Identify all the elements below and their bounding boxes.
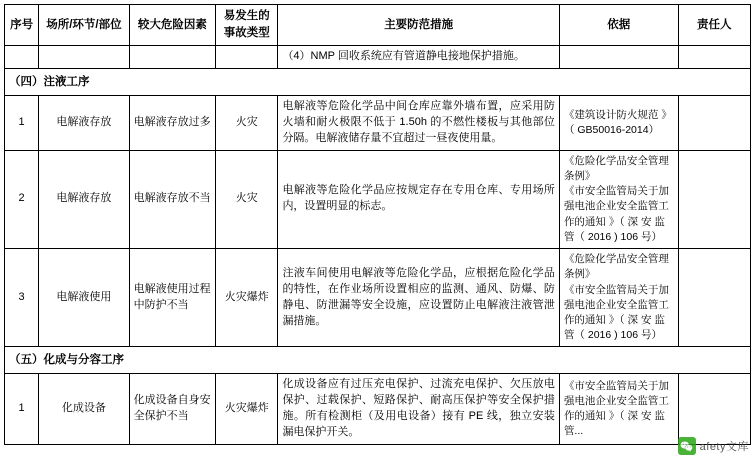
cell-place: 电解液使用 [39, 249, 129, 347]
cell-measures: 电解液等危险化学品应按规定存在专用仓库、专用场所内，设置明显的标志。 [278, 150, 560, 248]
table-row [5, 150, 751, 248]
section-title: （五）化成与分容工序 [5, 347, 751, 374]
table-row [5, 46, 751, 69]
cell-measures: 电解液等危险化学品中间仓库应靠外墙布置，应采用防火墙和耐火极限不低于 1.50h 的不燃性楼板与其他部位分隔。电解液储存量不宜超过一昼夜使用量。 [278, 95, 560, 150]
header-cell-factor: 较大危险因素 [129, 5, 215, 46]
cell-accident-type: 火灾 [216, 150, 278, 248]
cell-measures: 化成设备应有过压充电保护、过流充电保护、欠压放电保护、过载保护、短路保护、耐高压保护等安全保护措施。所有检测柜（及用电设备）接有 PE 线，独立安装漏电保护开关。 [278, 374, 560, 445]
cell-no: 1 [5, 95, 39, 150]
cell-accident-type: 火灾爆炸 [216, 374, 278, 445]
table-body [5, 46, 751, 445]
cell-basis [559, 150, 678, 248]
cell-no [5, 46, 39, 69]
cell-measures: （4）NMP 回收系统应有管道静电接地保护措施。 [278, 46, 560, 69]
cell-measures: 注液车间使用电解液等危险化学品，应根据危险化学品的特性，在作业场所设置相应的监测、通风、防爆、防静电、防泄漏等安全设施，应设置防止电解液注液管泄漏措施。 [278, 249, 560, 347]
cell-risk-factor: 电解液存放过多 [129, 95, 215, 150]
cell-accident-type [216, 46, 278, 69]
cell-responsible-person [678, 95, 750, 150]
section-row [5, 68, 751, 95]
cell-responsible-person [678, 374, 750, 445]
cell-risk-factor: 电解液存放不当 [129, 150, 215, 248]
cell-risk-factor: 电解液使用过程中防护不当 [129, 249, 215, 347]
cell-place [39, 46, 129, 69]
table-row [5, 95, 751, 150]
table-row [5, 374, 751, 445]
section-row [5, 347, 751, 374]
basis-item: 《市安全监管局关于加强电池企业安全监管工作的通知 》（ 深 安 监 管（ 2016 ) 106 号） [563, 185, 669, 243]
cell-accident-type: 火灾 [216, 95, 278, 150]
basis-item: 《建筑设计防火规范 》 （ GB50016-2014） [563, 108, 672, 136]
basis-item: 《市安全监管局关于加强电池企业安全监管工作的通知 》（ 深 安 监 管（ 2016 ) 106 号） [563, 283, 669, 342]
cell-basis [559, 249, 678, 347]
cell-accident-type: 火灾爆炸 [216, 249, 278, 347]
cell-no: 2 [5, 150, 39, 248]
header-cell-accident-type: 易发生的事故类型 [216, 5, 278, 46]
basis-item: 《市安全监管局关于加强电池企业安全监管工作的通知 》（ 深 安 监 管... [563, 379, 669, 438]
cell-responsible-person [678, 249, 750, 347]
watermark-text: afety文库 [699, 441, 749, 453]
basis-item: 《危险化学品安全管理条例》 [563, 154, 669, 182]
cell-no: 1 [5, 374, 39, 445]
cell-risk-factor [129, 46, 215, 69]
cell-basis [559, 95, 678, 150]
table-row [5, 249, 751, 347]
cell-place: 化成设备 [39, 374, 129, 445]
cell-basis [559, 374, 678, 445]
cell-place: 电解液存放 [39, 150, 129, 248]
cell-place: 电解液存放 [39, 95, 129, 150]
header-cell-basis: 依据 [559, 5, 678, 46]
cell-risk-factor: 化成设备自身安全保护不当 [129, 374, 215, 445]
basis-item: 《危险化学品安全管理条例》 [563, 253, 669, 281]
header-cell-measures: 主要防范措施 [278, 5, 560, 46]
cell-responsible-person [678, 46, 750, 69]
cell-no: 3 [5, 249, 39, 347]
header-row [5, 5, 751, 46]
header-cell-person: 责任人 [678, 5, 750, 46]
header-cell-no: 序号 [5, 5, 39, 46]
section-title: （四）注液工序 [5, 68, 751, 95]
cell-basis [559, 46, 678, 69]
header-cell-place: 场所/环节/部位 [39, 5, 129, 46]
table-header [5, 5, 751, 46]
cell-responsible-person [678, 150, 750, 248]
risk-control-table [4, 4, 751, 445]
